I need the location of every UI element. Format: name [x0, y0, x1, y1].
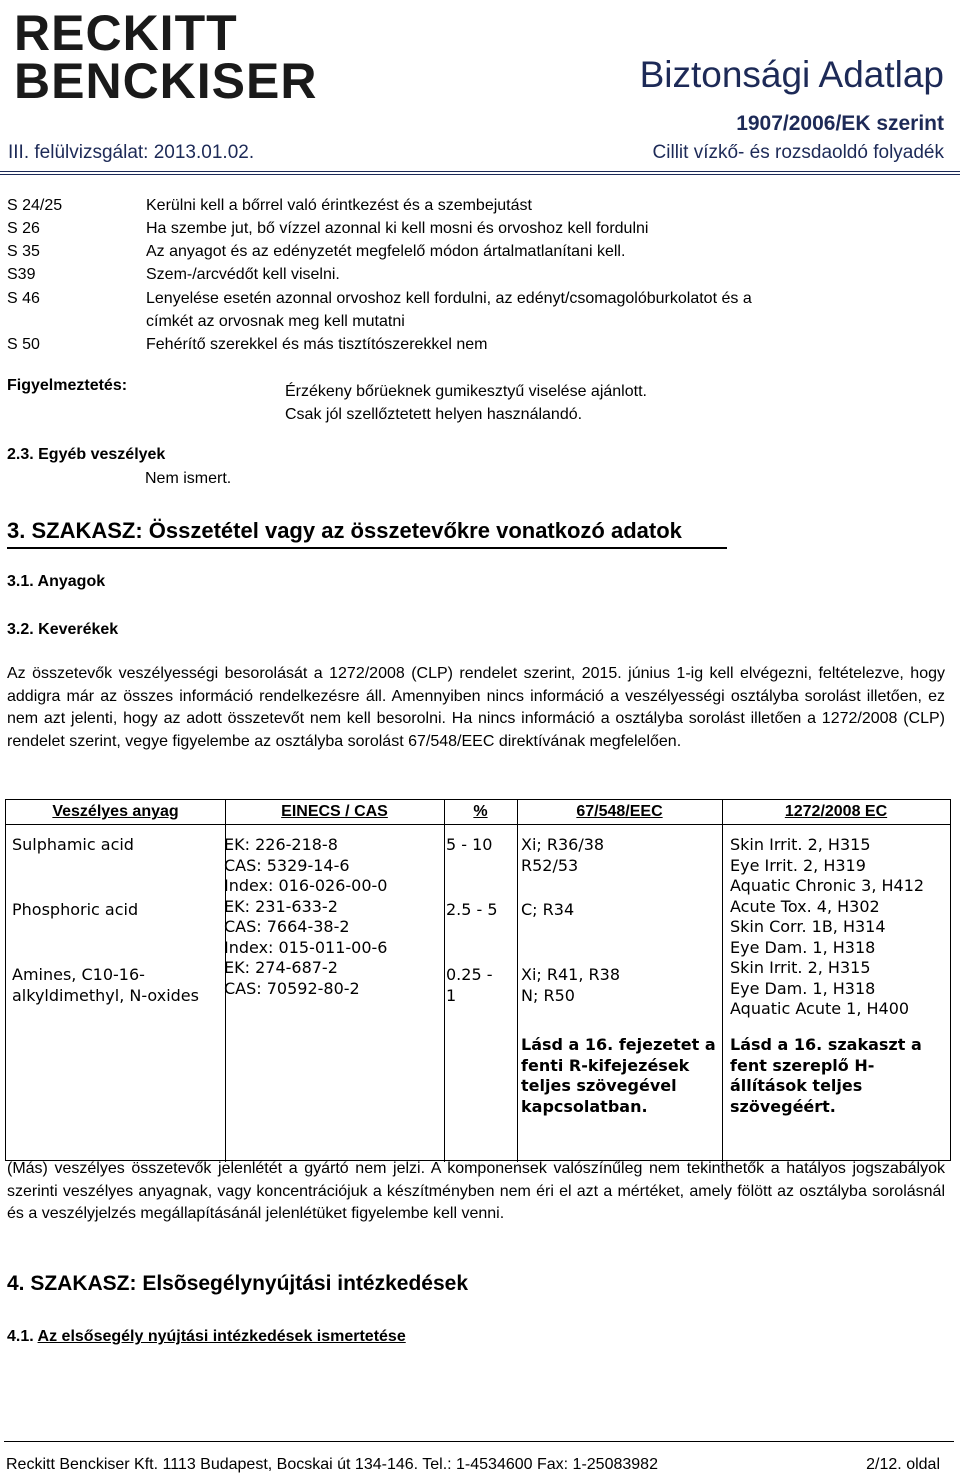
column-header-clp: 1272/2008 EC — [784, 803, 888, 820]
footer-divider — [4, 1441, 954, 1442]
section4-title: 4. SZAKASZ: Elsõsegélynyújtási intézkedések — [7, 1272, 468, 1295]
other-hazards-text: Nem ismert. — [145, 470, 232, 487]
classification-paragraph: Az összetevők veszélyességi besorolását a 1272/2008 (CLP) rendelet szerint, 2015. június 1-ig kell elvégezni, feltételezve, hogy addigra már az összes információ rendelkezésre áll. Amennyiben nincs információ a veszélyességi osztályba sorolást illetően, ez nem azt jelenti, hogy az adott összetevőt nem kell besorolni. Ha nincs információ a osztályba sorolást illetően a 1272/2008 (CLP) rendelet szerint, vegye figyelembe az osztályba sorolást 67/548/EEC direktívának megfelelően. — [7, 665, 945, 750]
substance-identifiers: EK: 226-218-8 CAS: 5329-14-6 Index: 016-026-00-0 EK: 231-633-2 CAS: 7664-38-2 Index: 015-011-00-6 EK: 274-687-2 CAS: 70592-80-2 — [224, 835, 388, 998]
subsection-4-1 — [7, 1328, 406, 1346]
concentration: 0.25 - 1 — [446, 965, 493, 1005]
s-phrase-code: S 24/25 — [7, 197, 63, 214]
header-divider — [0, 171, 960, 175]
s-phrase-text: Szem-/arcvédőt kell viselni. — [146, 266, 340, 283]
s-phrase-text: címkét az orvosnak meg kell mutatni — [146, 313, 405, 330]
warning-line: Csak jól szellőztetett helyen használandó. — [285, 406, 583, 423]
s-phrase-text: Fehérítő szerekkel és más tisztítószerekkel nem — [146, 336, 488, 353]
clp-classification: Skin Irrit. 2, H315 Eye Irrit. 2, H319 Aquatic Chronic 3, H412 Acute Tox. 4, H302 Skin Corr. 1B, H314 Eye Dam. 1, H318 Skin Irrit. 2, H315 Eye Dam. 1, H318 Aquatic Acute 1, H400 — [730, 835, 925, 1018]
clp-note: Lásd a 16. szakaszt a fent szereplő H- állítások teljes szövegéért. — [730, 1035, 922, 1116]
s-phrase-code: S 50 — [7, 336, 40, 353]
column-header-substance: Veszélyes anyag — [52, 803, 179, 820]
eec-note: Lásd a 16. fejezetet a fenti R-kifejezések teljes szövegével kapcsolatban. — [521, 1035, 716, 1116]
column-header-eec: 67/548/EEC — [576, 803, 663, 820]
s-phrase-text: Az anyagot és az edényzetét megfelelő módon ártalmatlanítani kell. — [146, 243, 626, 260]
logo-line1: RECKITT — [14, 5, 238, 61]
ingredients-scan — [6, 824, 950, 1139]
s-phrase-code: S 46 — [7, 290, 40, 307]
company-logo — [14, 5, 318, 109]
hazardous-ingredients-table — [5, 799, 951, 1161]
s-phrase-code: S39 — [7, 266, 36, 283]
substance-name: Sulphamic acid — [12, 835, 134, 854]
product-name: Cillit vízkő- és rozsdaoldó folyadék — [652, 142, 944, 163]
eec-classification: Xi; R36/38 R52/53 — [521, 835, 605, 875]
substance-name: Amines, C10-16- alkyldimethyl, N-oxides — [12, 965, 199, 1005]
column-header-percent: % — [473, 803, 488, 820]
column-header-einecs-cas: EINECS / CAS — [281, 803, 388, 820]
other-hazards-heading: 2.3. Egyéb veszélyek — [7, 446, 166, 463]
section3-title: 3. SZAKASZ: Összetétel vagy az összetevőkre vonatkozó adatok — [7, 518, 727, 549]
regulation-ref: 1907/2006/EK szerint — [736, 112, 944, 135]
concentration: 2.5 - 5 — [446, 900, 498, 919]
subsection-title: Az elsősegély nyújtási intézkedések ismertetése — [37, 1328, 406, 1345]
eec-classification: C; R34 — [521, 900, 575, 919]
s-phrase-text: Lenyelése esetén azonnal orvoshoz kell fordulni, az edényt/csomagolóburkolatot és a — [146, 290, 752, 307]
subsection-number: 4.1. — [7, 1328, 34, 1345]
s-phrase-text: Kerülni kell a bőrrel való érintkezést és a szembejutást — [146, 197, 532, 214]
s-phrase-code: S 26 — [7, 220, 40, 237]
logo-line2: BENCKISER — [14, 53, 318, 109]
subsection-3-2: 3.2. Keverékek — [7, 621, 119, 638]
warning-line: Érzékeny bőrüeknek gumikesztyű viselése ajánlott. — [285, 383, 647, 400]
page-number: 2/12. oldal — [866, 1456, 940, 1473]
warning-label: Figyelmeztetés: — [7, 377, 128, 394]
concentration: 5 - 10 — [446, 835, 493, 854]
s-phrase-text: Ha szembe jut, bő vízzel azonnal ki kell mosni és orvoshoz kell fordulni — [146, 220, 649, 237]
warning-text — [285, 380, 647, 426]
substance-name: Phosphoric acid — [12, 900, 139, 919]
subsection-3-1: 3.1. Anyagok — [7, 573, 106, 590]
other-components-paragraph: (Más) veszélyes összetevők jelenlétét a gyártó nem jelzi. A komponensek valószínűleg nem tekinthetők a hatályos jogszabályok szerinti veszélyes anyagnak, vagy koncentrációjuk a készítményben nem éri el azt a mértéket, amely fölött az osztályba sorolásnál és a veszélyjelzés megállapításánál jelenlétüket figyelembe kell venni. — [7, 1160, 945, 1222]
revision-info: III. felülvizsgálat: 2013.01.02. — [8, 142, 255, 163]
document-title: Biztonsági Adatlap — [639, 54, 944, 95]
page-footer — [6, 1456, 950, 1474]
eec-classification: Xi; R41, R38 N; R50 — [521, 965, 621, 1005]
footer-company-info: Reckitt Benckiser Kft. 1113 Budapest, Bocskai út 134-146. Tel.: 1-4534600 Fax: 1-25083982 — [6, 1456, 658, 1473]
s-phrase-code: S 35 — [7, 243, 40, 260]
